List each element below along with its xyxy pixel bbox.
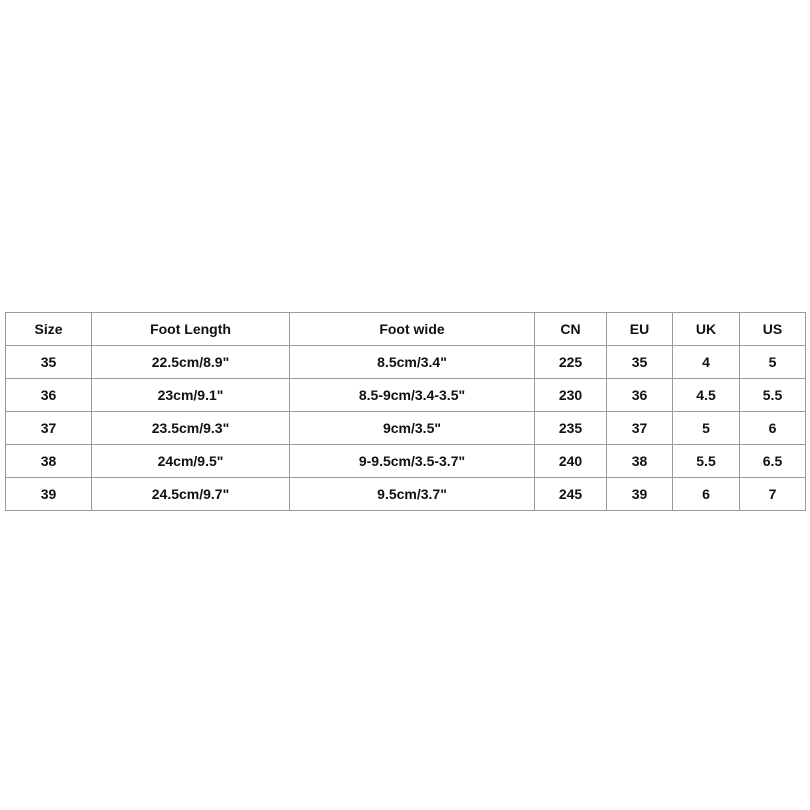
cell-foot-length: 22.5cm/8.9" bbox=[92, 346, 290, 379]
cell-size: 39 bbox=[6, 478, 92, 511]
header-foot-length: Foot Length bbox=[92, 313, 290, 346]
cell-cn: 235 bbox=[535, 412, 607, 445]
cell-size: 38 bbox=[6, 445, 92, 478]
cell-foot-wide: 9.5cm/3.7" bbox=[290, 478, 535, 511]
cell-eu: 36 bbox=[607, 379, 673, 412]
cell-foot-wide: 9-9.5cm/3.5-3.7" bbox=[290, 445, 535, 478]
header-foot-wide: Foot wide bbox=[290, 313, 535, 346]
cell-cn: 225 bbox=[535, 346, 607, 379]
cell-foot-length: 24cm/9.5" bbox=[92, 445, 290, 478]
cell-cn: 230 bbox=[535, 379, 607, 412]
cell-us: 5 bbox=[740, 346, 806, 379]
cell-size: 36 bbox=[6, 379, 92, 412]
header-size: Size bbox=[6, 313, 92, 346]
cell-eu: 39 bbox=[607, 478, 673, 511]
cell-foot-wide: 9cm/3.5" bbox=[290, 412, 535, 445]
table-header-row bbox=[6, 313, 806, 346]
table-row bbox=[6, 379, 806, 412]
table-row bbox=[6, 445, 806, 478]
cell-uk: 4.5 bbox=[673, 379, 740, 412]
header-cn: CN bbox=[535, 313, 607, 346]
cell-us: 7 bbox=[740, 478, 806, 511]
cell-cn: 245 bbox=[535, 478, 607, 511]
cell-eu: 35 bbox=[607, 346, 673, 379]
table-row bbox=[6, 478, 806, 511]
table-row bbox=[6, 346, 806, 379]
header-eu: EU bbox=[607, 313, 673, 346]
cell-size: 37 bbox=[6, 412, 92, 445]
size-chart-table bbox=[5, 312, 806, 511]
cell-foot-wide: 8.5cm/3.4" bbox=[290, 346, 535, 379]
cell-size: 35 bbox=[6, 346, 92, 379]
cell-us: 6 bbox=[740, 412, 806, 445]
cell-uk: 5.5 bbox=[673, 445, 740, 478]
table-row bbox=[6, 412, 806, 445]
cell-uk: 4 bbox=[673, 346, 740, 379]
cell-us: 5.5 bbox=[740, 379, 806, 412]
cell-uk: 5 bbox=[673, 412, 740, 445]
cell-foot-length: 23.5cm/9.3" bbox=[92, 412, 290, 445]
cell-us: 6.5 bbox=[740, 445, 806, 478]
cell-eu: 37 bbox=[607, 412, 673, 445]
cell-foot-length: 24.5cm/9.7" bbox=[92, 478, 290, 511]
cell-eu: 38 bbox=[607, 445, 673, 478]
cell-uk: 6 bbox=[673, 478, 740, 511]
cell-foot-wide: 8.5-9cm/3.4-3.5" bbox=[290, 379, 535, 412]
header-us: US bbox=[740, 313, 806, 346]
cell-foot-length: 23cm/9.1" bbox=[92, 379, 290, 412]
cell-cn: 240 bbox=[535, 445, 607, 478]
header-uk: UK bbox=[673, 313, 740, 346]
